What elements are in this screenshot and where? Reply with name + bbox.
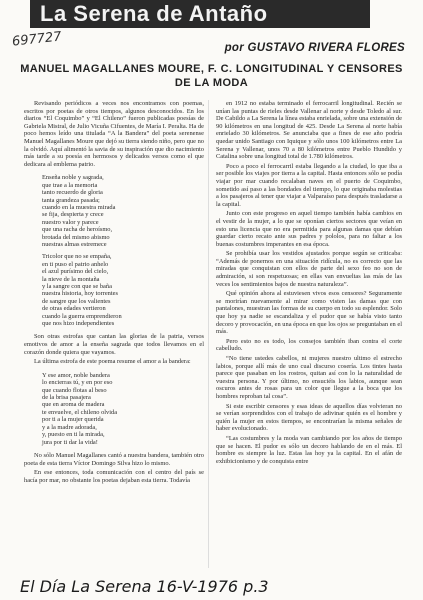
poem-line: que cuando flotas al beso [42,386,107,394]
poem-line: te envuelve, el chileno olvida [42,408,118,416]
poem-line: que nos hizo independientes [42,320,115,328]
paragraph: “Las costumbres y la moda van cambiando por los años de tiempo que se hacen. El pudor es sólo un decoro hablando de en el más. El hombre es siempre la luz. Estas las hoy ya la capital. En el afán de exhibicionismo y de conquista entre [216,434,402,465]
paragraph: En ese entonces, toda comunicación con el centro del país se hacía por mar, no obstante los poetas dejaban esta tierra. Todavía [24,469,204,484]
poem-line: que trae a la memoria [42,181,98,189]
paragraph: No sólo Manuel Magallanes cantó a nuestra bandera, también otro poeta de esta tierra Víctor Domingo Silva hizo lo mismo. [24,451,204,467]
poem-line: Y ese amor, noble bandera [42,371,110,379]
poem-line: nuestra historia, hoy torrentes [42,290,118,298]
byline: por GUSTAVO RIVERA FLORES [224,42,405,54]
poem-line: y a la madre adorada, [42,423,97,431]
poem-line: jura por ti dar la vida! [42,438,98,446]
poem-line: se fija, despierta y crece [42,211,104,219]
poem-line: de otras edades vertieron [42,305,106,313]
article-column-left [24,100,204,486]
poem-line: nuestras almas estremece [42,241,107,248]
poem-block [42,174,204,327]
poem-line: cuando la guerra emprendieron [42,312,122,320]
paragraph: Se prohibía usar los vestidos ajustados porque según se criticaba: “Además de ponernos en una situación ridícula, no es correcto que las miradas que conquistan con ellos de parte del sexo feo no son de admiración, si son respetuosas; en ellas van envueltas las más de las veces los sentimientos bajos de nuestra naturaleza”. [216,250,402,288]
paragraph: “No tiene ustedes cabellos, ni mujeres nuestro ultimo el estrecho labios, porque allí más de uno cual discurso cosería. Los tintes hasta parece que pasaban en los rostros, quitan así con lo la naturalidad de vuestra persona. Y por último, no ensuciéis los labios, aunque sean oscuros antes de rosas para un color que llegue a la boca que los hombres reproban tal cosa”. [216,355,402,400]
poem-line: tanta grandeza pasada; [42,196,100,204]
poem-line: la nieve de la montaña [42,275,100,283]
paragraph: Pero esto no es todo, los consejos también iban contra el corte cabelludo. [216,337,402,353]
paragraph: Son otras estrofas que cantan las glorias de la patria, versos emotivos de amor a la enseña sagrada que todos llevamos en el corazón donde quiera que vayamos. [24,333,204,356]
paragraph: Poco a poco el ferrocarril estaba llegando a la ciudad, lo que iba a ser posible los viajes por tierra a la capital. Hasta entonces sólo se podía viajar por mar cuando recalaban naves en el puerto de Coquimbo, sometido así paso a las bondades del tiempo, lo que originaba molestias a los pasajeros al tener que viajar a Valparaíso para después trasladarse a la capital. [216,162,402,208]
poem-line: de sangre que los valientes [42,297,111,305]
poem-line: brotada del mismo abismo [42,233,110,241]
article-headline: MANUEL MAGALLANES MOURE, F. C. LONGITUDINAL Y CENSORES DE LA MODA [20,63,403,89]
poem-line: por ti a la mujer querida [42,416,104,424]
paragraph: Qué opinión ahora al estuviesen vivos esos censores? Seguramente se morirían nuevamente al mirar como visten las damas que con pantalones, muestran las formas de su cuerpo en todo su esplendor. Solo que hoy ya nadie se escandaliza y el pudor que se había visto tanto decoro y provocación, en una época en que los ojos se preguntaban en el más. [216,290,402,336]
poem-line: lo encierras tú, y en por eso [42,379,113,387]
poem-line: nuestro valor y parece [42,218,99,226]
paragraph: en 1912 no estaba terminado el ferrocarril longitudinal. Recién se unían las puntas de rieles desde Vallenar al norte y desde Toledo al sur. De Cabildo a La Serena la línea estaba enrielada, sobre una extensión de 90 kilómetros en una longitud de 425. Desde La Serena al norte había enrielado 30 kilómetros. Se anunciaba que a fines de ese año podría quedar unido Santiago con Iquique y sólo unos 100 kilómetros entre La Serena y Vallenar, unos 70 a 80 kilómetros entre Pueblo Hundido y Catalina sobre una longitud total de 1.780 kilómetros. [216,100,402,161]
poem-line: Tricolor que no se empaña, [42,253,112,261]
poem-line: el azul purísimo del cielo, [42,268,109,276]
poem-line: que en aroma de madera [42,401,105,409]
handwritten-source-note: El Día La Serena 16-V-1976 p.3 [20,577,269,596]
poem-block [42,372,204,446]
column-divider [208,100,209,568]
paragraph: Si este escribir censores y esas ideas de aquellos días volvieran no se verían sorprendidos con el trabajo de adivinar quién es el hombre y quién la mujer en estos tiempos, se encontrarían la misma señales de haber evolucionado. [216,402,402,433]
paragraph: Junto con este progreso en aquel tiempo también había cambios en el vestir de la mujer, a lo que se oponían ciertos sectores que veían en esto una licencia que no era permitida para algunas damas que debían guardar cierto recato ante sus padres y pololos, para no faltar a los buenas costumbres imperantes en esa época. [216,210,402,248]
paragraph: La última estrofa de este poema resume el amor a la bandera: [34,358,191,366]
article-column-right [216,100,402,467]
poem-line: y la sangre con que se baña [42,283,112,291]
poem-line: cuando en la muestra mirada [42,203,116,211]
poem-line: y, puesto en ti la mirada, [42,431,105,439]
poem-line: Enseña noble y sagrada, [42,174,104,182]
paragraph: Revisando periódicos a veces nos encontramos con poemas, escritos por poetas de otros tiempos, algunos desconocidos. En los diarios “El Coquimbo” y “El Chileno” fueron publicadas poesías de Gabriela Mistral, de Julio Vicuña Cifuentes, de María I. Peralta. Ha de poco hemos leído una titulada “A la Bandera” del poeta serenense Manuel Magallanes Moure que dejó su tierra siendo niño, pero que no la olvidó. Aquí alimentó la savia de su inspiración que dio nacimiento más tarde a su poesía en hermosos y delicados versos como el que dedicara al emblema patrio. [24,100,204,168]
poem-line: de la brisa pasajera [42,394,91,402]
handwritten-code: 697727 [11,29,63,50]
poem-line: en ti puso el patrio anhelo [42,260,109,268]
poem-line: que una racha de heroísmo, [42,226,113,234]
section-banner: La Serena de Antaño [30,0,370,28]
poem-line: tanto recuerdo de gloria [42,189,103,197]
